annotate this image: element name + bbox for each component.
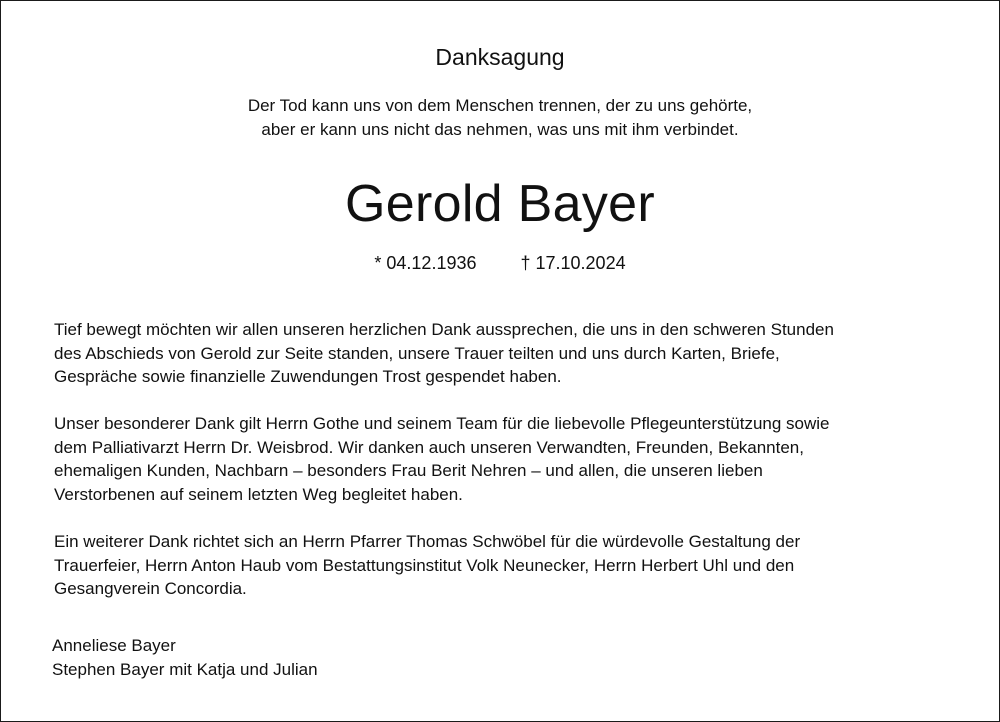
notice-heading: Danksagung	[435, 44, 565, 70]
paragraph-line: Unser besonderer Dank gilt Herrn Gothe und seinem Team für die liebevolle Pflegeunterstützung sowie	[54, 414, 830, 433]
paragraph-line: Gespräche sowie finanzielle Zuwendungen Trost gespendet haben.	[54, 367, 562, 386]
memorial-quote	[0, 94, 1000, 142]
paragraph-line: des Abschieds von Gerold zur Seite standen, unsere Trauer teilten und uns durch Karten, Briefe,	[54, 343, 780, 363]
birth-date: * 04.12.1936	[374, 253, 477, 273]
paragraph-line: Verstorbenen auf seinem letzten Weg begleitet haben.	[54, 484, 463, 504]
signature-name: Anneliese Bayer	[52, 636, 176, 655]
paragraph-line: Tief bewegt möchten wir allen unseren herzlichen Dank aussprechen, die uns in den schweren Stunden	[54, 320, 834, 339]
death-date: † 17.10.2024	[520, 253, 626, 273]
paragraph-line: ehemaligen Kunden, Nachbarn – besonders Frau Berit Nehren – und allen, die unseren lieben	[54, 461, 763, 480]
paragraph-line: Ein weiterer Dank richtet sich an Herrn Pfarrer Thomas Schwöbel für die würdevolle Gestaltung der	[54, 532, 801, 551]
paragraph-line: dem Palliativarzt Herrn Dr. Weisbrod. Wir danken auch unseren Verwandten, Freunden, Bekannten,	[54, 437, 804, 457]
thanks-paragraph	[54, 318, 954, 389]
signature-name: Stephen Bayer mit Katja und Julian	[52, 660, 318, 679]
deceased-name: Gerold Bayer	[345, 175, 655, 233]
thanks-paragraph	[54, 530, 954, 601]
thanks-paragraph	[54, 412, 954, 506]
paragraph-line: Gesangverein Concordia.	[54, 579, 247, 598]
life-dates	[0, 251, 1000, 275]
quote-line: Der Tod kann uns von dem Menschen trennen, der zu uns gehörte,	[247, 96, 753, 115]
quote-line: aber er kann uns nicht das nehmen, was uns mit ihm verbindet.	[261, 120, 739, 139]
paragraph-line: Trauerfeier, Herrn Anton Haub vom Bestattungsinstitut Volk Neunecker, Herrn Herbert Uhl und den	[54, 555, 795, 575]
signatures	[52, 634, 318, 682]
